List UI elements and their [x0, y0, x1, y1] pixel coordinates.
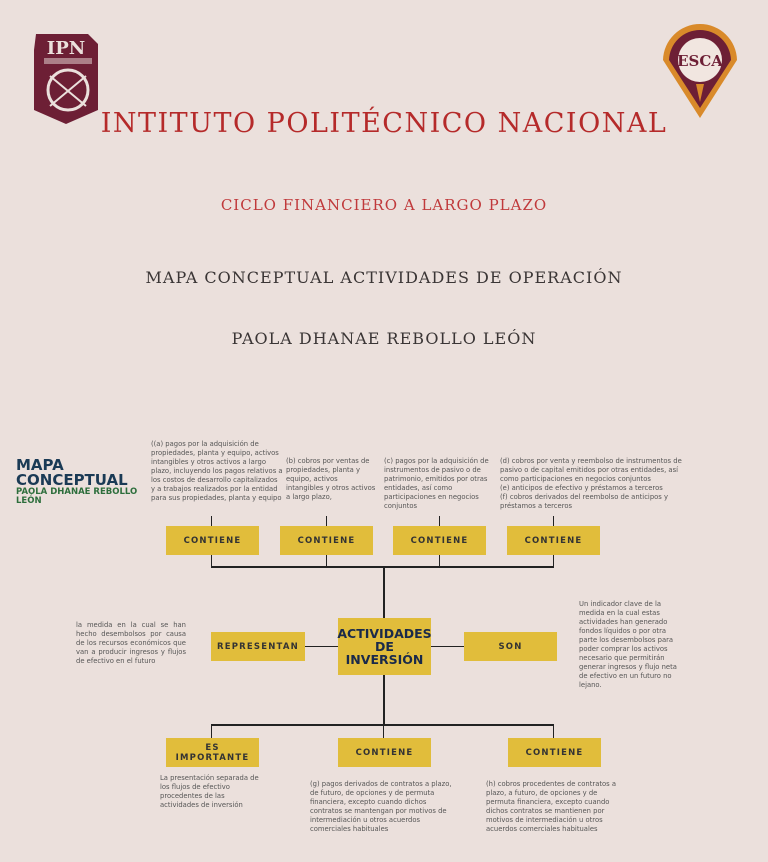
esca-logo: [660, 22, 740, 120]
institution-title: INTITUTO POLITÉCNICO NACIONAL: [100, 108, 668, 139]
side-author: PAOLA DHANAE REBOLLO LEÓN: [16, 487, 138, 506]
side-title: MAPA CONCEPTUAL: [16, 456, 128, 489]
bottom-note-g: (g) pagos derivados de contratos a plazo, de futuro, de opciones y de permuta financiera, excepto cuando dichos contratos se mantengan por motivos de intermediación u otros acuerdos comerciales habituales: [310, 780, 452, 833]
svg-text:IPN: IPN: [46, 38, 86, 59]
top-note-c: (c) pagos por la adquisición de instrumentos de pasivo o de patrimonio, emitidos por otras entidades, así como participaciones en negocios conjuntos: [384, 457, 489, 510]
connector: [383, 566, 385, 619]
right-note: Un indicador clave de la medida en la cual estas actividades han generado fondos líquidos o por otra parte los desembolsos para poder comprar los activos necesario que permitirán generar ingresos y flujo neta de efectivo en un futuro no lejano.: [579, 600, 677, 689]
top-note-def: (d) cobros por venta y reembolso de instrumentos de pasivo o de capital emitidos por otras entidades, así como participaciones en negocios conjuntos (e) anticipos de efectivo y préstamos a terceros (f) cobros derivados del reembolso de anticipos y préstamos a terceros: [500, 457, 682, 510]
represents-box: REPRESENTAN: [211, 632, 305, 661]
top-note-b: (b) cobros por ventas de propiedades, planta y equipo, activos intangibles y otros activos a largo plazo,: [286, 457, 376, 501]
map-subtitle: MAPA CONCEPTUAL ACTIVIDADES DE OPERACIÓN: [145, 268, 623, 287]
are-box: SON: [464, 632, 557, 661]
contains-box: CONTIENE: [507, 526, 600, 555]
connector: [383, 724, 384, 738]
contains-box: CONTIENE: [166, 526, 259, 555]
contains-box: CONTIENE: [393, 526, 486, 555]
connector: [211, 724, 212, 738]
contains-box: CONTIENE: [508, 738, 601, 767]
center-node: ACTIVIDADES DE INVERSIÓN: [338, 618, 431, 675]
author-name: PAOLA DHANAE REBOLLO LEÓN: [231, 329, 537, 348]
svg-text:ESCA: ESCA: [677, 52, 723, 70]
connector: [305, 646, 338, 647]
connector: [553, 724, 554, 738]
connector: [383, 675, 385, 725]
top-note-a: ((a) pagos por la adquisición de propiedades, planta y equipo, activos intangibles y otros activos a largo plazo, incluyendo los pagos relativos a los costos de desarrollo capitalizados y a trabajos realizados por la entidad para sus propiedades, planta y equipo: [151, 440, 283, 502]
contains-box: CONTIENE: [280, 526, 373, 555]
course-title: CICLO FINANCIERO A LARGO PLAZO: [220, 196, 548, 214]
important-box: ES IMPORTANTE: [166, 738, 259, 767]
bottom-note-h: (h) cobros procedentes de contratos a plazo, a futuro, de opciones y de permuta financiera, excepto cuando dichos contratos se mantienen por motivos de intermediación u otros acuerdos comerciales habituales: [486, 780, 617, 833]
bottom-note-importance: La presentación separada de los flujos de efectivo procedentes de las actividades de inversión: [160, 774, 259, 809]
left-note: la medida en la cual se han hecho desembolsos por causa de los recursos económicos que van a producir ingresos y flujos de efectivo en el futuro: [76, 621, 186, 665]
connector: [431, 646, 464, 647]
contains-box: CONTIENE: [338, 738, 431, 767]
